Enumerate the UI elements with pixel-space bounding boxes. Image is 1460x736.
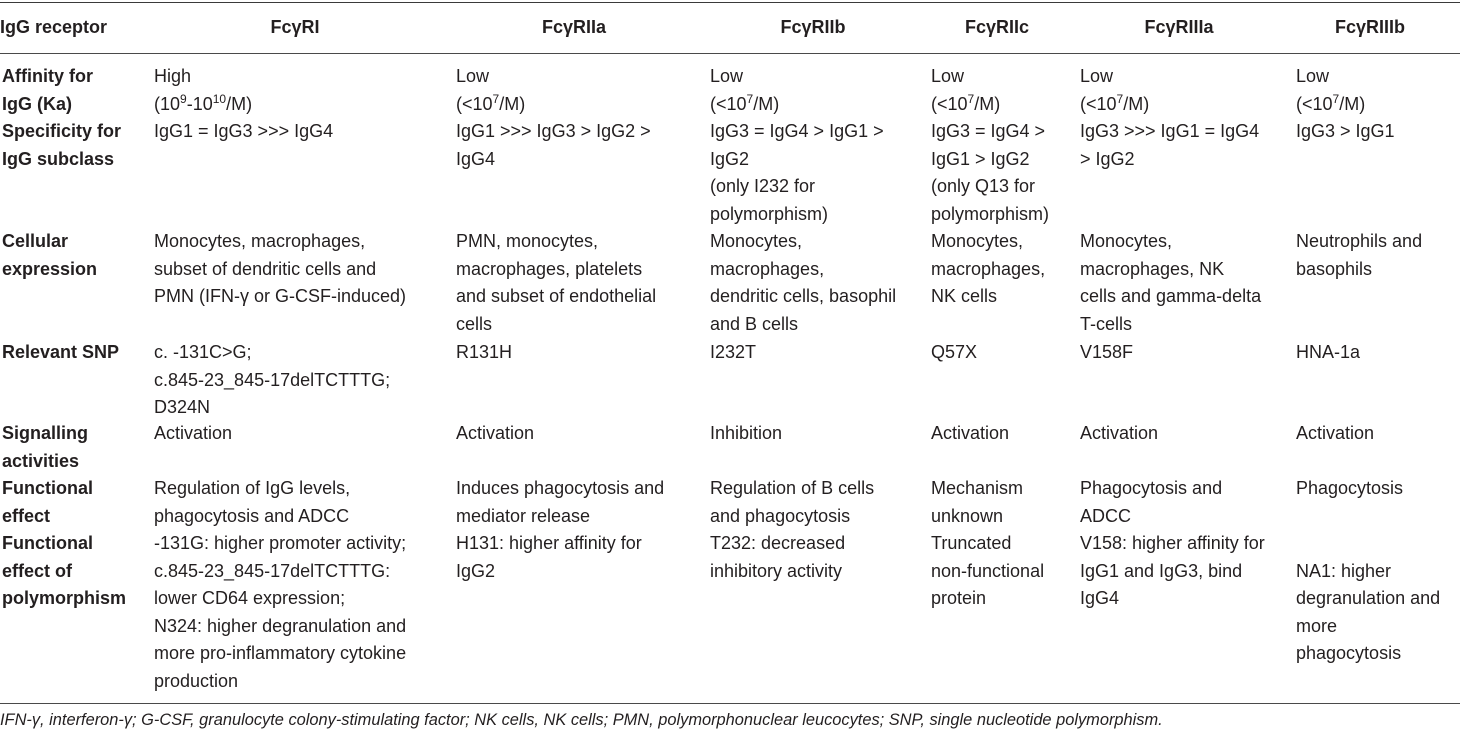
cell-line: macrophages, [931, 258, 1046, 279]
specificity-cell-fcgriiib [1296, 118, 1395, 146]
cell-line: cells [456, 313, 493, 334]
snp-cell-fcgriia [456, 339, 512, 367]
cell-line: HNA-1a [1296, 342, 1361, 362]
cell-line: N324: higher degranulation and [154, 615, 407, 636]
cell-line: Truncated [931, 533, 1012, 553]
snp-cell-fcgriic [931, 339, 977, 367]
row-label-polymorphism [2, 530, 126, 613]
affinity-level: Low [456, 66, 490, 86]
cell-line: Mechanism [931, 478, 1024, 498]
cell-line: D324N [154, 397, 211, 417]
cell-line: expression [2, 258, 98, 279]
cell-line: c.845-23_845-17delTCTTTG; [154, 369, 391, 390]
polymorphism-cell-fcgri [154, 530, 406, 695]
cell-line: phagocytosis [1296, 643, 1402, 663]
cell-line: Relevant SNP [2, 342, 120, 362]
cell-line: IgG3 >>> IgG1 = IgG4 [1080, 121, 1260, 141]
table-bottom-rule [0, 703, 1460, 704]
cell-line: inhibitory activity [710, 560, 843, 581]
functional-cell-fcgriic [931, 475, 1023, 530]
cellular-cell-fcgriib [710, 228, 896, 338]
cell-line: V158F [1080, 342, 1134, 362]
cell-line: more [1296, 615, 1338, 636]
functional-cell-fcgriia [456, 475, 664, 530]
specificity-cell-fcgriiia [1080, 118, 1259, 173]
cell-line: IgG1 = IgG3 >>> IgG4 [154, 121, 334, 141]
row-label-functional [2, 475, 93, 530]
polymorphism-cell-fcgriib [710, 530, 845, 585]
signalling-cell-fcgriib [710, 420, 782, 448]
cell-line: T-cells [1080, 313, 1133, 334]
cell-line: cells and gamma-delta [1080, 286, 1262, 306]
cell-line: IgG2 [710, 148, 750, 169]
cell-line: IgG2 [456, 560, 496, 581]
affinity-value: $(<10^7/M)$ [456, 91, 526, 114]
cell-line: and B cells [710, 313, 799, 334]
cell-line: NK cells [931, 286, 998, 306]
cell-line: macrophages, platelets [456, 258, 643, 279]
cell-line: Affinity for [2, 66, 93, 86]
cell-line: Neutrophils and [1296, 231, 1423, 251]
cell-line: polymorphism) [931, 203, 1050, 224]
cell-line: NA1: higher [1296, 560, 1392, 581]
cell-line: effect of [2, 560, 73, 581]
cell-line: c. -131C>G; [154, 342, 252, 362]
cell-line: IgG1 >>> IgG3 > IgG2 > [456, 121, 651, 141]
affinity-level: High [154, 66, 192, 86]
affinity-cell-fcgri [154, 63, 252, 118]
cellular-cell-fcgriiia [1080, 228, 1261, 338]
cell-line: lower CD64 expression; [154, 588, 346, 608]
column-header: FcγRI [270, 17, 320, 37]
specificity-cell-fcgriib [710, 118, 884, 228]
cell-line: phagocytosis and ADCC [154, 505, 350, 526]
row-label-cellular [2, 228, 97, 283]
cell-line: polymorphism [2, 588, 127, 608]
functional-cell-fcgriiia [1080, 475, 1222, 530]
specificity-cell-fcgri [154, 118, 333, 146]
affinity-value: $(<10^7/M)$ [931, 91, 1001, 114]
cell-line: IgG subclass [2, 148, 115, 169]
cell-line: Monocytes, [1080, 231, 1173, 251]
cell-line: IgG3 = IgG4 > [931, 121, 1046, 141]
cellular-cell-fcgriic [931, 228, 1045, 311]
signalling-cell-fcgriiia [1080, 420, 1158, 448]
cell-line: Activation [456, 423, 535, 443]
polymorphism-cell-fcgriiib [1296, 530, 1440, 668]
affinity-level: Low [1080, 66, 1114, 86]
column-header: FcγRIIIa [1144, 17, 1214, 37]
cell-line: R131H [456, 342, 513, 362]
cell-line: -131G: higher promoter activity; [154, 533, 407, 553]
row-label-snp [2, 339, 119, 367]
cell-line: more pro-inflammatory cytokine [154, 643, 407, 663]
cell-line: macrophages, NK [1080, 258, 1225, 279]
polymorphism-cell-fcgriiia [1080, 530, 1265, 613]
polymorphism-cell-fcgriic [931, 530, 1044, 613]
polymorphism-cell-fcgriia [456, 530, 642, 585]
cell-line: Induces phagocytosis and [456, 478, 665, 498]
cell-line: non-functional [931, 560, 1045, 581]
table-top-rule [0, 2, 1460, 3]
cell-line: and phagocytosis [710, 505, 851, 526]
cell-line: IgG4 [456, 148, 496, 169]
signalling-cell-fcgriia [456, 420, 534, 448]
cell-line: Monocytes, [931, 231, 1024, 251]
cell-line: Phagocytosis and [1080, 478, 1223, 498]
snp-cell-fcgriib [710, 339, 756, 367]
cell-line: Inhibition [710, 423, 783, 443]
functional-cell-fcgri [154, 475, 350, 530]
affinity-value: $(<10^7/M)$ [710, 91, 780, 114]
cellular-cell-fcgri [154, 228, 406, 311]
cell-line: Phagocytosis [1296, 478, 1404, 498]
cell-line: Activation [1080, 423, 1159, 443]
cell-line [1296, 530, 1440, 558]
cell-line: ADCC [1080, 505, 1132, 526]
cell-line: and subset of endothelial [456, 286, 657, 306]
cell-line: macrophages, [710, 258, 825, 279]
stub-header: IgG receptor [0, 17, 108, 37]
cell-line: PMN (IFN-γ or G-CSF-induced) [154, 286, 407, 306]
row-label-specificity [2, 118, 121, 173]
snp-cell-fcgriiia [1080, 339, 1133, 367]
affinity-value: $(<10^7/M)$ [1296, 91, 1366, 114]
cell-line: Regulation of IgG levels, [154, 478, 351, 498]
cell-line: T232: decreased [710, 533, 846, 553]
cellular-cell-fcgriia [456, 228, 656, 338]
cell-line: unknown [931, 505, 1004, 526]
affinity-level: Low [931, 66, 965, 86]
cell-line: PMN, monocytes, [456, 231, 599, 251]
signalling-cell-fcgri [154, 420, 232, 448]
functional-cell-fcgriib [710, 475, 874, 530]
affinity-cell-fcgriiib [1296, 63, 1365, 118]
cell-line: Activation [1296, 423, 1375, 443]
specificity-cell-fcgriia [456, 118, 651, 173]
cell-line: Functional [2, 533, 93, 553]
cell-line: c.845-23_845-17delTCTTTG: [154, 560, 391, 581]
cell-line: Q57X [931, 342, 978, 362]
cell-line: IgG3 > IgG1 [1296, 121, 1395, 141]
cell-line: effect [2, 505, 51, 526]
cell-line: degranulation and [1296, 588, 1441, 608]
affinity-value: $(10^9-10^{10}/M)$ [154, 91, 253, 114]
affinity-level: Low [1296, 66, 1330, 86]
cell-line: polymorphism) [710, 203, 829, 224]
column-header: FcγRIIc [964, 17, 1030, 37]
affinity-cell-fcgriib [710, 63, 779, 118]
cell-line: IgG3 = IgG4 > IgG1 > [710, 121, 884, 141]
affinity-cell-fcgriic [931, 63, 1000, 118]
snp-cell-fcgriiib [1296, 339, 1360, 367]
affinity-level: Low [710, 66, 744, 86]
cell-line: Specificity for [2, 121, 122, 141]
cell-line: Monocytes, macrophages, [154, 231, 366, 251]
cell-line: basophils [1296, 258, 1373, 279]
signalling-cell-fcgriic [931, 420, 1009, 448]
cell-line: production [154, 670, 239, 691]
table-header-rule [0, 53, 1460, 54]
functional-cell-fcgriiib [1296, 475, 1403, 503]
cell-line: Activation [154, 423, 233, 443]
cell-line: dendritic cells, basophil [710, 286, 897, 306]
cell-line: Signalling [2, 423, 89, 443]
cell-line: Regulation of B cells [710, 478, 875, 498]
cell-line: mediator release [456, 505, 591, 526]
cell-line: (only I232 for [710, 176, 816, 196]
cell-line: IgG (Ka) [2, 93, 72, 114]
cell-line: (only Q13 for [931, 176, 1036, 196]
cell-line: IgG1 > IgG2 [931, 148, 1030, 169]
specificity-cell-fcgriic [931, 118, 1049, 228]
cell-line: Monocytes, [710, 231, 803, 251]
cell-line: H131: higher affinity for [456, 533, 642, 553]
column-header: FcγRIIa [541, 17, 607, 37]
cell-line: Cellular [2, 231, 69, 251]
column-header: FcγRIIb [780, 17, 846, 37]
snp-cell-fcgri [154, 339, 390, 422]
cellular-cell-fcgriiib [1296, 228, 1422, 283]
cell-line: subset of dendritic cells and [154, 258, 377, 279]
cell-line: activities [2, 450, 80, 471]
cell-line: protein [931, 588, 987, 608]
affinity-cell-fcgriiia [1080, 63, 1149, 118]
signalling-cell-fcgriiib [1296, 420, 1374, 448]
cell-line: Functional [2, 478, 93, 498]
cell-line: V158: higher affinity for [1080, 533, 1265, 553]
row-label-signalling [2, 420, 88, 475]
column-header: FcγRIIIb [1334, 17, 1406, 37]
row-label-affinity [2, 63, 93, 118]
cell-line: IgG4 [1080, 588, 1120, 608]
affinity-cell-fcgriia [456, 63, 525, 118]
cell-line: I232T [710, 342, 757, 362]
cell-line: Activation [931, 423, 1010, 443]
cell-line: > IgG2 [1080, 148, 1135, 169]
table-footnote: IFN-γ, interferon-γ; G-CSF, granulocyte colony-stimulating factor; NK cells, NK cells; PMN, polymorphonuclear leucocytes; SNP, single nucleotide polymorphism. [0, 711, 1163, 729]
affinity-value: $(<10^7/M)$ [1080, 91, 1150, 114]
cell-line: IgG1 and IgG3, bind [1080, 560, 1243, 581]
